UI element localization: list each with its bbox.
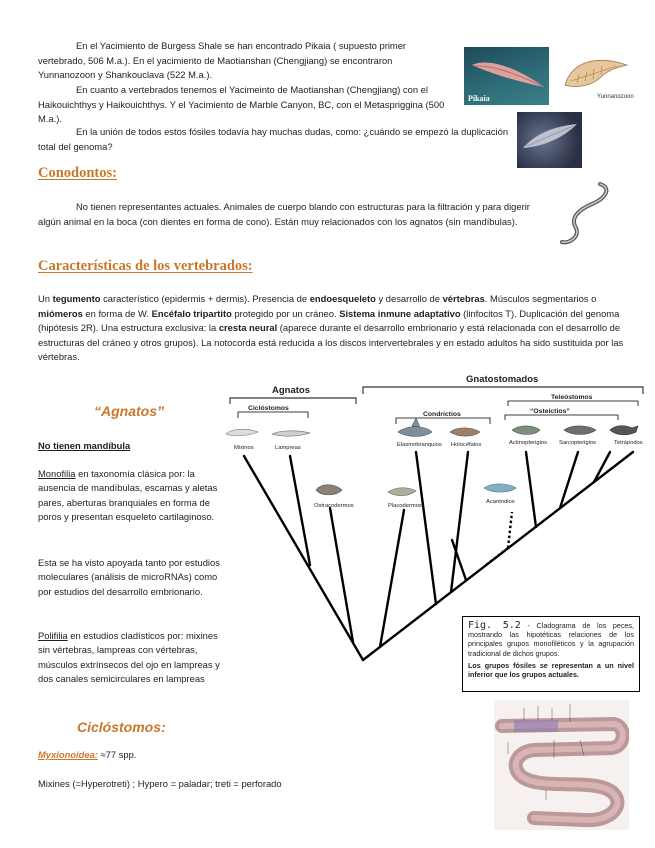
teleostomos-bracket [508, 401, 638, 406]
yunnanozoon-image [557, 47, 645, 105]
lampreas-icon [272, 431, 310, 436]
condrictios-bracket [396, 418, 490, 424]
taxon-label: Sarcopterigios [559, 440, 597, 446]
taxon-label: Holocéfalos [451, 442, 482, 448]
taxon-label: Actinopterigios [509, 440, 548, 446]
lamprey-anatomy-image [494, 700, 629, 830]
ostracodermos-icon [316, 485, 342, 495]
osteictios-label: “Osteictios” [530, 408, 570, 415]
intro-paragraph-1: En el Yacimiento de Burgess Shale se han encontrado Pikaia ( supuesto primer vertebrado, 506 M.a.). En el yacimiento de Maotianshan (Chengjiang) se encontraron Yunnanozoon y Shankouclava (522 M.a.). [38, 40, 407, 81]
osteictios-bracket [505, 415, 618, 420]
ciclostomos-title: Ciclóstomos: [77, 719, 166, 735]
actinopterigios-icon [512, 426, 540, 435]
agnatos-label: Agnatos [272, 385, 310, 396]
taxon-label: Ostracodermos [314, 503, 354, 509]
mixines-line: Mixines (=Hyperotreti) ; Hypero = paladar; treti = perforado [38, 778, 282, 789]
acantodios-dashed-branch [508, 512, 512, 548]
tetrapodos-icon [610, 426, 638, 435]
pikaia-image [464, 47, 549, 105]
ciclostomos-label: Ciclóstomos [248, 405, 289, 412]
caracteristicas-text: Un tegumento característico (epidermis + dermis). Presencia de endoesqueleto y desarrollo de vértebras. Músculos segmentarios o miómeros en forma de W. Encéfalo tripartito protegido por un cráneo. Sistema inmune adaptativo (linfocitos T). Duplicación del genoma (hipótesis 2R). Una estructura exclusiva: la cresta neural (aparece durante el desarrollo embrionario y está relacionada con el desarrollo de estructuras del cráneo y otros grupos). La notocorda está reducida a los discos intervertebrales y en estado adultos ha sido sustituida por las vértebras. [38, 293, 624, 363]
intro-paragraph-3: En la unión de todos estos fósiles todavía hay muchas dudas, como: ¿cuándo se empezó la duplicación total del genoma? [38, 126, 509, 152]
figure-caption-box: Fig. 5.2 - Cladograma de los peces, mostrando las hipotéticas relaciones de los principales grupos monofiléticos y la agrupación tradicional de dichos grupos. Los grupos fósiles se representan a un nivel inferior que los grupos actuales. [462, 616, 640, 692]
taxon-label: Elasmobranquios [397, 442, 442, 448]
taxon-label: Placodermos [388, 503, 422, 509]
taxon-label: Acantodios [486, 499, 515, 505]
taxon-label: Mixinos [234, 445, 254, 451]
conodontos-title: Conodontos: [38, 165, 117, 181]
gnatostomados-bracket [363, 387, 643, 394]
gnatostomados-label: Gnatostomados [466, 374, 539, 385]
teleostomos-label: Teleóstomos [551, 394, 593, 401]
agnatos-title: “Agnatos” [94, 403, 164, 419]
acantodios-icon [484, 484, 516, 492]
mixinos-icon [226, 429, 258, 436]
polifilia-text: Polifilia en estudios cladísticos por: mixines sin vértebras, lampreas con vértebras, músculos extrínsecos del ojo en lampreas y dos canales semicirculares en lampreas [38, 630, 220, 685]
taxon-label: Tetrápodos [614, 440, 643, 446]
agnatos-bracket [230, 398, 356, 404]
figure-note: Los grupos fósiles se representan a un nivel inferior que los grupos actuales. [468, 660, 634, 680]
intro-paragraph-2: En cuanto a vertebrados tenemos el Yacimeinto de Maotianshan (Chengjiang) con el Haikouichthys y Haikouichthys. Y el Yacimiento de Marble Canyon, BC, con el Metaspriggina (500 M.a.). [38, 84, 445, 125]
taxon-label: Lampreas [275, 445, 301, 451]
caracteristicas-title: Características de los vertebrados: [38, 258, 253, 274]
ciclostomos-bracket [238, 412, 308, 418]
apoyo-text: Esta se ha visto apoyada tanto por estudios moleculares (análisis de microRNAs) como por estudios del desarrollo embrionario. [38, 557, 220, 597]
monofilia-text: Monofilia en taxonomía clásica por: la ausencia de mandíbulas, escamas y aletas pares, aberturas branquiales en forma de poros y presentan esqueleto cartilaginoso. [38, 468, 218, 523]
haikouichthys-image [517, 112, 582, 168]
no-mandibula: No tienen mandíbula [38, 440, 131, 451]
holocefalos-icon [450, 428, 480, 436]
sarcopterigios-icon [564, 426, 596, 435]
condrictios-label: Condrictios [423, 411, 461, 418]
yunnanozoon-label: Yunnanozoon [597, 94, 634, 100]
elasmobranquios-icon [398, 418, 432, 437]
conodontos-text: No tienen representantes actuales. Animales de cuerpo blando con estructuras para la filtración y para digerir algún animal en la boca (con dientes en forma de cono). Están muy relacionados con los agnatos (sin mandíbulas). [38, 201, 530, 227]
conodont-image [556, 178, 612, 250]
placodermos-icon [388, 488, 416, 496]
myxionoidea-line: Myxionoidea: ≈77 spp. [38, 749, 137, 760]
pikaia-label: Pikaia [468, 94, 490, 103]
